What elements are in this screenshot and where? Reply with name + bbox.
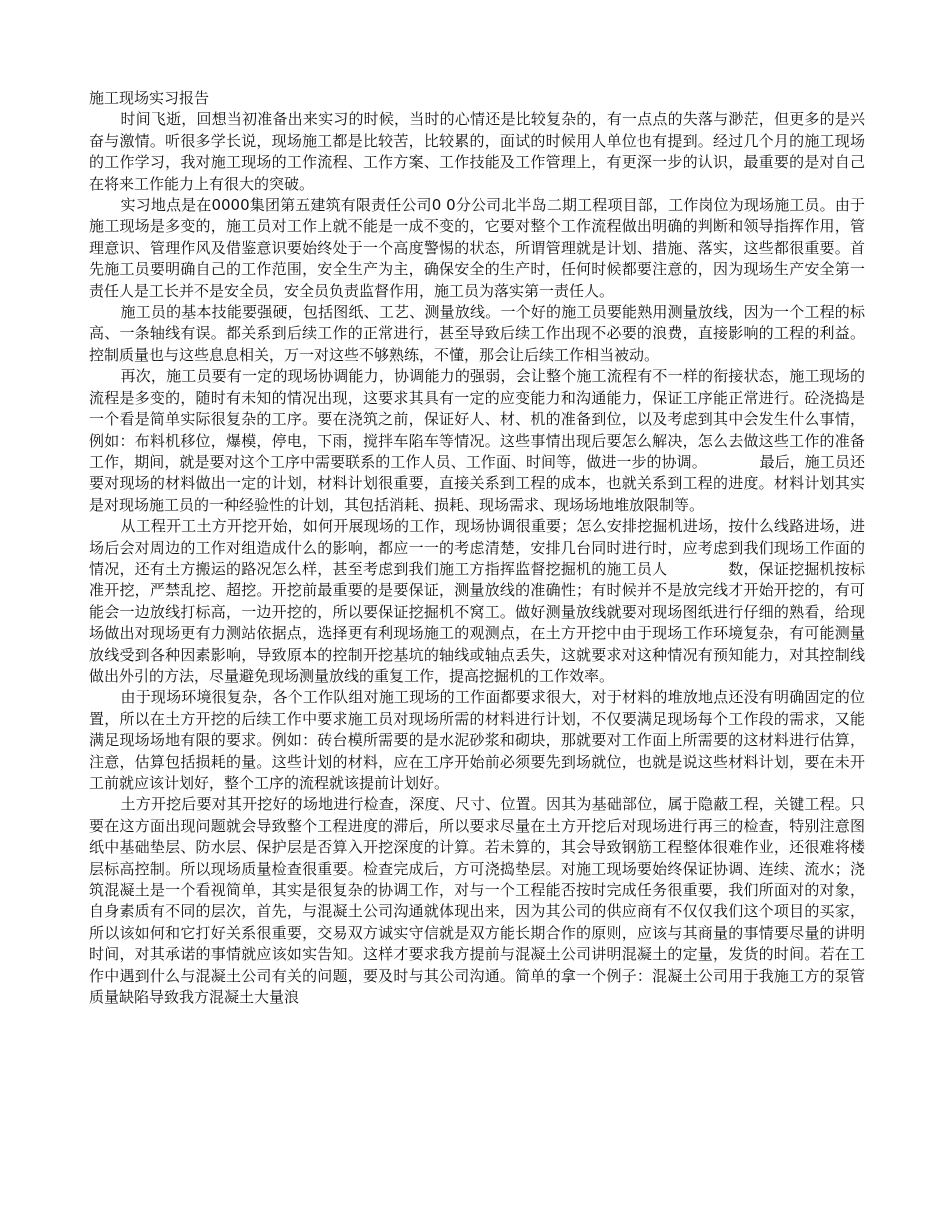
paragraph-inspection-concrete: 土方开挖后要对其开挖好的场地进行检查，深度、尺寸、位置。因其为基础部位，属于隐蔽工程，关键工程。只要在这方面出现问题就会导致整个工程进度的滞后，所以要求尽量在土方开挖后对现场进行再三的检查，特别注意图纸中基础垫层、防水层、保护层是否算入开挖深度的计算。若未算的，其会导致钢筋工程整体很难作业，还很难将楼层标高控制。所以现场质量检查很重要。检查完成后，方可浇捣垫层。对施工现场要始终保证协调、连续、流水；浇筑混凝土是一个看视简单，其实是很复杂的协调工作，对与一个工程能否按时完成任务很重要，我们所面对的对象，自身素质有不同的层次，首先，与混凝土公司沟通就体现出来，因为其公司的供应商有不仅仅我们这个项目的买家，所以该如何和它打好关系很重要，交易双方诚实守信就是双方能长期合作的原则，应该与其商量的事情要尽量的讲明时间，对其承诺的事情就应该如实告知。这样才要求我方提前与混凝土公司讲明混凝土的定量，发货的时间。若在工作中遇到什么与混凝土公司有关的问题，要及时与其公司沟通。简单的拿一个例子：混凝土公司用于我施工方的泵管质量缺陷导致我方混凝土大量浪 (89, 795, 865, 1007)
document-title: 施工现场实习报告 (89, 89, 210, 107)
paragraph-coordination: 再次，施工员要有一定的现场协调能力，协调能力的强弱，会让整个施工流程有不一样的衔接状态，施工现场的流程是多变的，随时有未知的情况出现，这要求其具有一定的应变能力和沟通能力，保证工序能正常进行。砼浇捣是一个看是简单实际很复杂的工序。要在浇筑之前，保证好人、材、机的准备到位，以及考虑到其中会发生什么事情，例如：布料机移位，爆模，停电，下雨，搅拌车陷车等情况。这些事情出现后要怎么解决，怎么去做这些工作的准备工作，期间，就是要对这个工序中需要联系的工作人员、工作面、时间等，做进一步的协调。 最后，施工员还要对现场的材料做出一定的计划，材料计划很重要，直接关系到工程的成本，也就关系到工程的进度。材料计划其实是对现场施工员的一种经验性的计划，其包括消耗、损耗、现场需求、现场场地堆放限制等。 (89, 367, 865, 514)
paragraph-intro: 时间飞逝，回想当初准备出来实习的时候，当时的心情还是比较复杂的，有一点点的失落与渺茫，但更多的是兴奋与激情。听很多学长说，现场施工都是比较苦，比较累的，面试的时候用人单位也有提到。经过几个月的施工现场的工作学习，我对施工现场的工作流程、工作方案、工作技能及工作管理上，有更深一步的认识，最重要的是对自己在将来工作能力上有很大的突破。 (89, 110, 865, 193)
paragraph-material-planning: 由于现场环境很复杂，各个工作队组对施工现场的工作面都要求很大，对于材料的堆放地点还没有明确固定的位置，所以在土方开挖的后续工作中要求施工员对现场所需的材料进行计划，不仅要满足现场每个工作段的需求，又能满足现场场地有限的要求。例如：砖台模所需要的是水泥砂浆和砌块，那就要对工作面上所需要的这材料进行估算，注意，估算包括损耗的量。这些计划的材料，应在工序开始前必须要先到场就位，也就是说这些材料计划，要在未开工前就应该计划好，整个工序的流程就该提前计划好。 (89, 688, 865, 792)
paragraph-earthwork-excavation: 从工程开工土方开挖开始，如何开展现场的工作，现场协调很重要；怎么安排挖掘机进场，按什么线路进场，进场后会对周边的工作对组造成什么的影响，都应一一的考虑清楚，安排几台同时进行时，应考虑到我们现场工作面的情况，还有土方搬运的路况怎么样，甚至考虑到我们施工方指挥监督挖掘机的施工员人 数，保证挖掘机按标准开挖，严禁乱挖、超挖。开挖前最重要的是要保证，测量放线的准确性；有时候并不是放完线才开始开挖的，有可能会一边放线打标高，一边开挖的，所以要保证挖掘机不窝工。做好测量放线就要对现场图纸进行仔细的熟看，给现场做出对现场更有力测站依据点，选择更有利现场施工的观测点，在土方开挖中由于现场工作环境复杂，有可能测量放线受到各种因素影响，导致原本的控制开挖基坑的轴线或轴点丢失，这就要求对这种情况有预知能力，对其控制线做出外引的方法，尽量避免现场测量放线的重复工作，提高挖掘机的工作效率。 (89, 517, 865, 685)
paragraph-basic-skills: 施工员的基本技能要强硬，包括图纸、工艺、测量放线。一个好的施工员要能熟用测量放线，因为一个工程的标高、一条轴线有误。都关系到后续工作的正常进行，甚至导致后续工作出现不必要的浪费，直接影响的工程的利益。控制质量也与这些息息相关，万一对这些不够熟练，不懂，那会让后续工作相当被动。 (89, 303, 865, 364)
paragraph-internship-location: 实习地点是在0000集团第五建筑有限责任公司0 0分公司北半岛二期工程项目部，工作岗位为现场施工员。由于施工现场是多变的，施工员对工作上就不能是一成不变的，它要对整个工作流程做出明确的判断和领导指挥作用，管理意识、管理作风及借鉴意识要始终处于一个高度警惕的状态，所谓管理就是计划、措施、落实，这些都很重要。首先施工员要明确自己的工作范围，安全生产为主，确保安全的生产时，任何时候都要注意的，因为现场生产安全第一责任人是工长并不是安全员，安全员负责监督作用，施工员为落实第一责任人。 (89, 196, 865, 300)
document-page (89, 88, 865, 1008)
